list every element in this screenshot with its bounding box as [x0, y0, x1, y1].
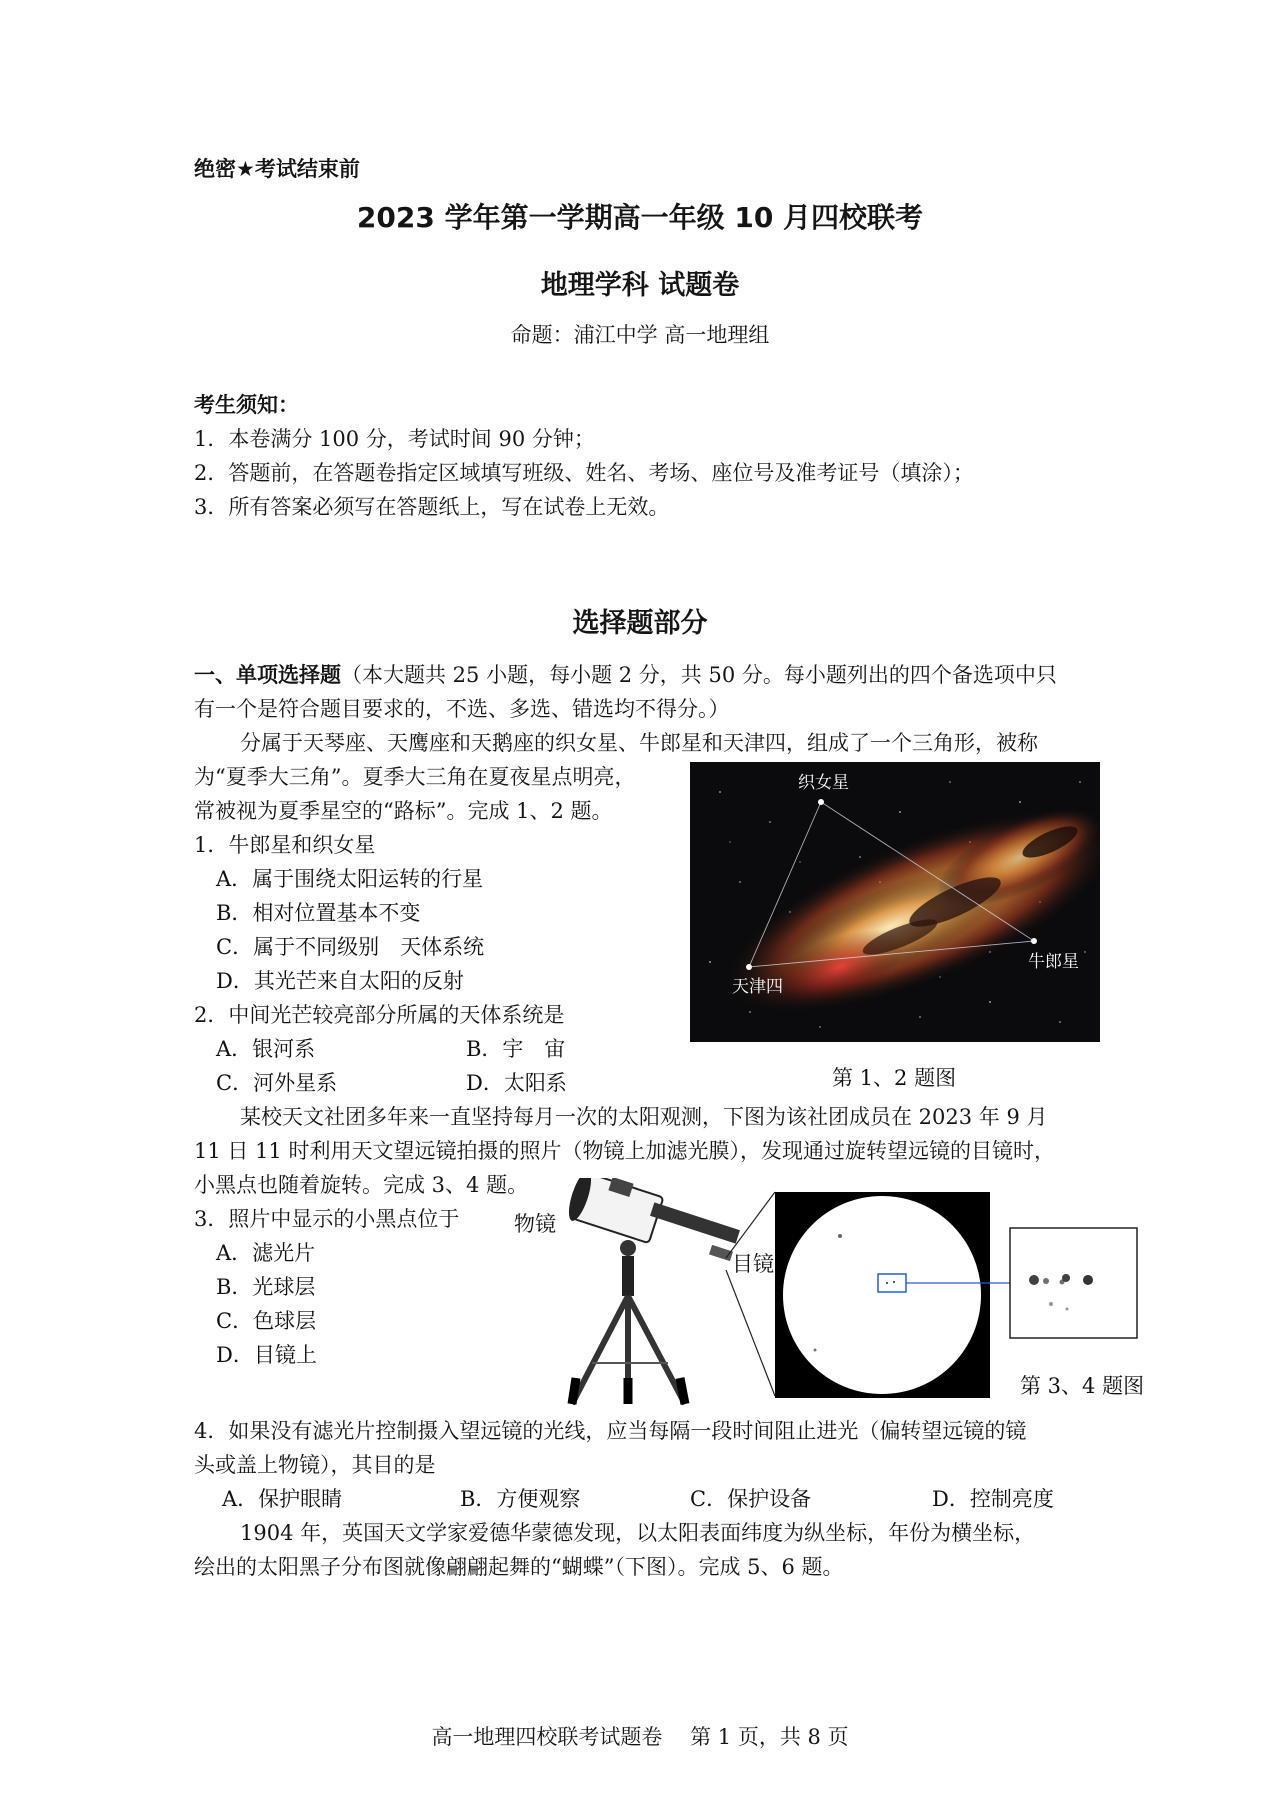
- q3-option-a: A．滤光片: [216, 1241, 316, 1265]
- passage3-line: 绘出的太阳黑子分布图就像翩翩起舞的“蝴蝶”（下图）。完成 5、6 题。: [194, 1555, 844, 1579]
- label-objective: 物镜: [514, 1212, 556, 1236]
- passage1-line: 分属于天琴座、天鹰座和天鹅座的织女星、牛郎星和天津四，组成了一个三角形，被称: [240, 731, 1038, 755]
- section-title: 选择题部分: [572, 608, 708, 639]
- label-vega: 织女星: [798, 773, 849, 793]
- passage1-line: 为“夏季大三角”。夏季大三角在夏夜星点明亮，: [194, 765, 636, 789]
- q2-option-b: B．宇 宙: [466, 1037, 566, 1061]
- passage2-line: 小黑点也随着旋转。完成 3、4 题。: [194, 1173, 529, 1197]
- q4-option-b: B．方便观察: [460, 1487, 581, 1511]
- figure2-caption: 第 3、4 题图: [1020, 1374, 1145, 1398]
- q3-stem: 3．照片中显示的小黑点位于: [194, 1207, 460, 1231]
- confidential-mark: 绝密★考试结束前: [194, 157, 360, 181]
- section-intro-line2: 有一个是符合题目要求的，不选、多选、错选均不得分。）: [194, 697, 730, 721]
- author-line: 命题：浦江中学 高一地理组: [510, 323, 770, 347]
- q4-stem-line2: 头或盖上物镜），其目的是: [194, 1453, 436, 1477]
- passage3-line: 1904 年，英国天文学家爱德华蒙德发现，以太阳表面纬度为纵坐标，年份为横坐标，: [240, 1521, 1036, 1545]
- figure1-caption: 第 1、2 题图: [832, 1066, 957, 1090]
- q3-option-b: B．光球层: [216, 1275, 316, 1299]
- label-deneb: 天津四: [732, 977, 783, 997]
- notice-item: 2．答题前，在答题卷指定区域填写班级、姓名、考场、座位号及准考证号（填涂）；: [194, 461, 974, 485]
- telescope-icon: [564, 1178, 740, 1404]
- summer-triangle-figure: [690, 762, 1100, 1042]
- label-altair: 牛郎星: [1028, 952, 1079, 972]
- notice-heading: 考生须知：: [194, 393, 299, 417]
- passage2-line: 某校天文社团多年来一直坚持每月一次的太阳观测，下图为该社团成员在 2023 年 9 月: [240, 1105, 1048, 1129]
- label-eyepiece: 目镜: [732, 1252, 774, 1276]
- q1-stem: 1．牛郎星和织女星: [194, 833, 376, 857]
- subject-title: 地理学科 试题卷: [540, 270, 740, 301]
- q4-option-c: C．保护设备: [690, 1487, 812, 1511]
- q2-option-a: A．银河系: [216, 1037, 316, 1061]
- section-intro: [194, 660, 1057, 690]
- exam-title: 2023 学年第一学期高一年级 10 月四校联考: [356, 201, 924, 234]
- notice-item: 3．所有答案必须写在答题纸上，写在试卷上无效。: [194, 495, 670, 519]
- q1-option-d: D．其光芒来自太阳的反射: [216, 969, 464, 993]
- q1-option-a: A．属于围绕太阳运转的行星: [216, 867, 484, 891]
- altair-star: [1031, 938, 1037, 944]
- q1-option-c: C．属于不同级别 天体系统: [216, 935, 485, 959]
- q2-option-d: D．太阳系: [466, 1071, 567, 1095]
- q2-stem: 2．中间光芒较亮部分所属的天体系统是: [194, 1003, 565, 1027]
- passage1-line: 常被视为夏季星空的“路标”。完成 1、2 题。: [194, 799, 613, 823]
- vega-star: [818, 799, 824, 805]
- q4-option-d: D．控制亮度: [932, 1487, 1054, 1511]
- passage2-line: 11 日 11 时利用天文望远镜拍摄的照片（物镜上加滤光膜），发现通过旋转望远镜的目镜时，: [194, 1139, 1055, 1163]
- q3-option-c: C．色球层: [216, 1309, 317, 1333]
- sunspot-zoom: [1010, 1228, 1137, 1338]
- q4-option-a: A．保护眼睛: [222, 1487, 343, 1511]
- q2-option-c: C．河外星系: [216, 1071, 338, 1095]
- page-footer: 高一地理四校联考试题卷 第 1 页，共 8 页: [431, 1725, 849, 1749]
- q1-option-b: B．相对位置基本不变: [216, 901, 421, 925]
- section-label: 一、单项选择题: [194, 663, 341, 687]
- q4-stem-line1: 4．如果没有滤光片控制摄入望远镜的光线，应当每隔一段时间阻止进光（偏转望远镜的镜: [194, 1419, 1027, 1443]
- summer-triangle-image: [690, 762, 1100, 1042]
- deneb-star: [746, 964, 752, 970]
- section-intro-rest: （本大题共 25 小题，每小题 2 分，共 50 分。每小题列出的四个备选项中只: [341, 663, 1057, 687]
- notice-item: 1．本卷满分 100 分，考试时间 90 分钟；: [194, 427, 595, 451]
- q3-option-d: D．目镜上: [216, 1343, 317, 1367]
